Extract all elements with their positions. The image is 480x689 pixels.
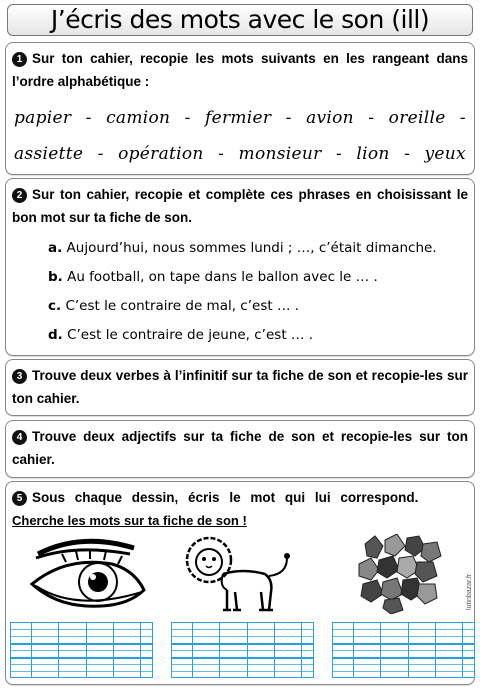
- word: fermier: [205, 108, 272, 128]
- word: opération: [118, 144, 204, 164]
- word: monsieur: [238, 144, 322, 164]
- word-list-row-2: [6, 137, 474, 171]
- word: oreille: [388, 108, 446, 128]
- exercise-2: [5, 178, 475, 356]
- word: papier: [14, 108, 72, 128]
- word-separator: -: [85, 108, 92, 128]
- exercise-number-badge: 2: [12, 188, 27, 203]
- exercise-3: [5, 359, 475, 416]
- word-separator: -: [184, 108, 191, 128]
- writing-grid-2[interactable]: [171, 622, 314, 678]
- exercise-4: [5, 420, 475, 478]
- writing-grid-1[interactable]: [10, 622, 153, 678]
- exercise-1: [5, 42, 475, 175]
- word: lion: [356, 144, 390, 164]
- page-title: J’écris des mots avec le son (ill): [7, 4, 473, 36]
- word: yeux: [424, 144, 466, 164]
- word-separator: -: [368, 108, 375, 128]
- exercise-number-badge: 3: [12, 369, 27, 384]
- pictures-row: [0, 534, 480, 614]
- word: avion: [306, 108, 354, 128]
- word-separator: -: [404, 144, 411, 164]
- lion-drawing: [183, 534, 298, 616]
- sentence-c: c. C’est le contraire de mal, c’est … .: [48, 298, 300, 314]
- exercise-number-badge: 1: [12, 52, 27, 67]
- sentence-b: b. Au football, on tape dans le ballon avec le … .: [48, 269, 378, 285]
- word-list-row-1: [6, 101, 474, 135]
- word: camion: [106, 108, 171, 128]
- eye-drawing: [26, 536, 151, 614]
- credit-text: lutinbazar.fr: [466, 573, 473, 610]
- word-separator: -: [335, 144, 342, 164]
- exercise-5-subinstruction: Cherche les mots sur ta fiche de son !: [12, 513, 247, 528]
- exercise-5-instruction: 5 Sous chaque dessin, écris le mot qui lui correspond.: [6, 482, 474, 509]
- word-separator: -: [97, 144, 104, 164]
- exercise-number-badge: 5: [12, 491, 27, 506]
- exercise-number-badge: 4: [12, 430, 27, 445]
- sentence-d: d. C’est le contraire de jeune, c’est … .: [48, 327, 313, 343]
- writing-grid-3[interactable]: [332, 622, 475, 678]
- exercise-4-instruction: 4 Trouve deux adjectifs sur ta fiche de son et recopie-les sur ton cahier.: [12, 429, 468, 467]
- sentence-a: a. Aujourd’hui, nous sommes lundi ; …, c’était dimanche.: [48, 240, 437, 256]
- word-separator: -: [218, 144, 225, 164]
- word-separator: -: [459, 108, 466, 128]
- word-separator: -: [285, 108, 292, 128]
- exercise-1-instruction: 1 Sur ton cahier, recopie les mots suivants en les rangeant dans l’ordre alphabétique :: [12, 51, 468, 89]
- leaves-drawing: [355, 534, 443, 614]
- exercise-2-instruction: 2 Sur ton cahier, recopie et complète ces phrases en choisissant le bon mot sur ta fiche de son.: [12, 187, 468, 225]
- exercise-3-instruction: 3 Trouve deux verbes à l’infinitif sur ta fiche de son et recopie-les sur ton cahier.: [12, 368, 468, 406]
- word: assiette: [14, 144, 84, 164]
